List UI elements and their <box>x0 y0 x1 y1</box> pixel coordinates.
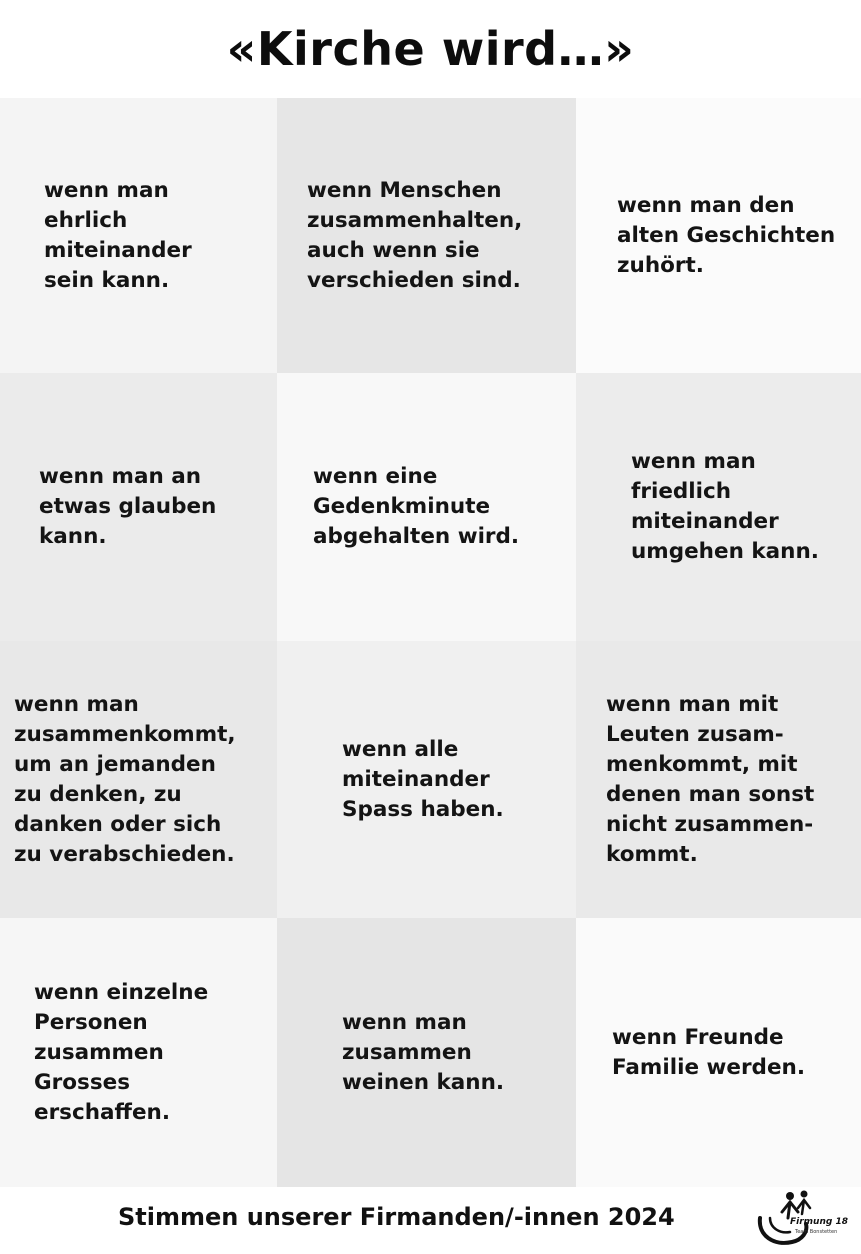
cell-text: wenn einzelne Personen zusammen Grosses erschaffen. <box>34 979 209 1125</box>
cell-text: wenn man an etwas glauben kann. <box>39 464 217 549</box>
cell-text: wenn man zusammen weinen kann. <box>342 1009 505 1095</box>
logo-subtext: Team Bonstetten <box>795 1229 838 1235</box>
grid-cell <box>576 641 861 918</box>
footer-text: Stimmen unserer Firmanden/-innen 2024 <box>118 1203 675 1231</box>
grid-cell <box>277 918 576 1187</box>
cell-text: wenn man zusammenkommt, um an jemanden zu denken, zu danken oder sich zu verabschieden. <box>14 691 236 867</box>
grid-cell <box>576 918 861 1187</box>
grid-cell <box>576 373 861 641</box>
grid-cell <box>0 373 277 641</box>
cell-text: wenn eine Gedenkminute abgehalten wird. <box>313 464 520 549</box>
cell-text: wenn man den alten Geschichten zuhört. <box>617 192 836 278</box>
cell-text: wenn Freunde Familie werden. <box>612 1024 806 1080</box>
grid-cell <box>576 98 861 373</box>
cell-text: wenn alle miteinander Spass haben. <box>342 736 504 822</box>
cell-text: wenn man mit Leuten zusam- menkommt, mit denen man sonst nicht zusammen- kommt. <box>606 691 815 867</box>
cell-text: wenn Menschen zusammenhalten, auch wenn sie verschieden sind. <box>307 177 523 293</box>
grid-cell <box>277 641 576 918</box>
grid-cell <box>0 98 277 373</box>
page-title: «Kirche wird…» <box>226 22 635 76</box>
grid-cell <box>0 641 277 918</box>
grid-cell <box>0 918 277 1187</box>
cell-text: wenn man ehrlich miteinander sein kann. <box>44 177 192 293</box>
grid-cell <box>277 373 576 641</box>
statement-grid <box>0 98 861 1187</box>
grid-cell <box>277 98 576 373</box>
footer <box>0 1187 861 1254</box>
logo-text: Firmung 18 <box>790 1217 848 1227</box>
cell-text: wenn man friedlich miteinander umgehen kann. <box>631 449 819 564</box>
